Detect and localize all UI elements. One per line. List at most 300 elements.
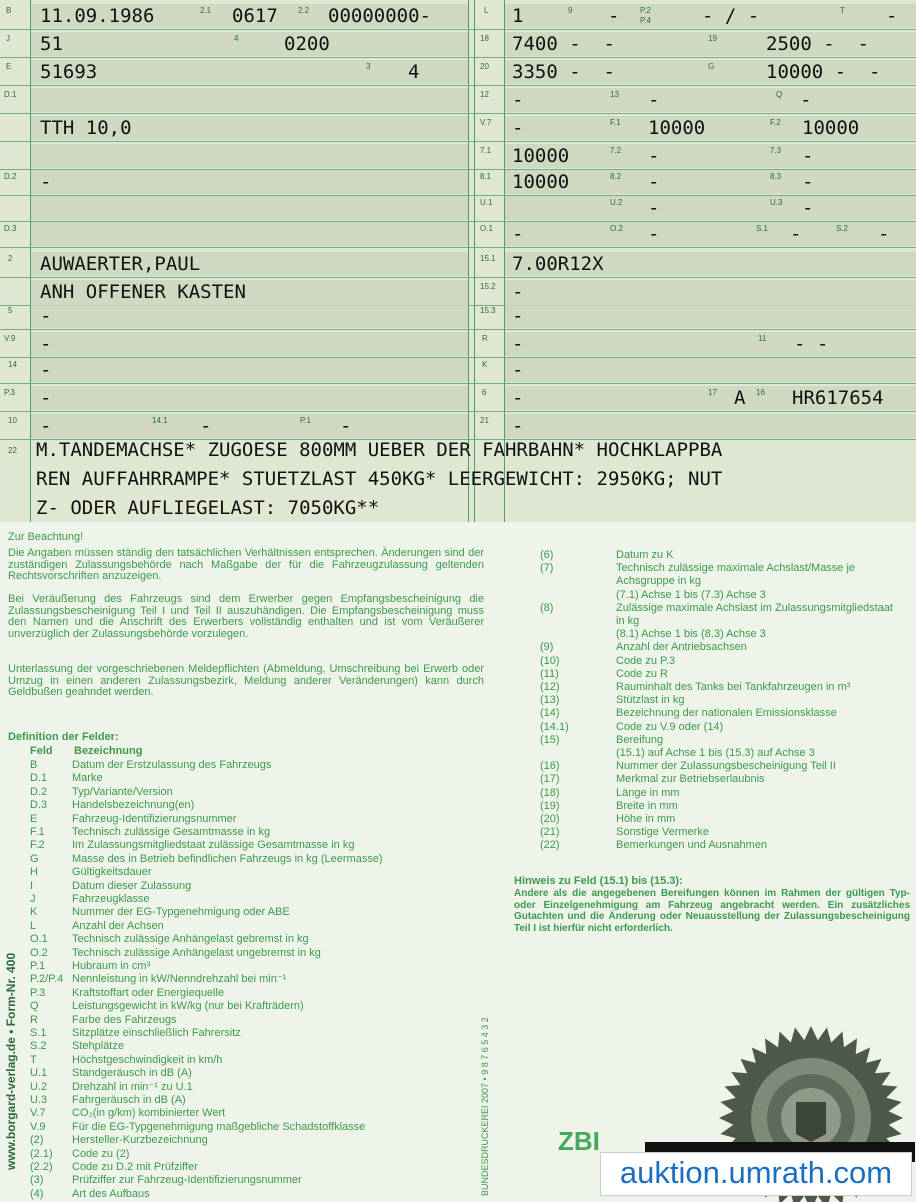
field-definition bbox=[30, 1001, 304, 1012]
field-code: P.3 bbox=[4, 388, 15, 397]
field-code: 15.2 bbox=[480, 282, 496, 291]
field-key: (14.1) bbox=[540, 720, 569, 733]
field-band bbox=[505, 304, 916, 328]
field-band bbox=[505, 358, 916, 382]
field-description: Bemerkungen und Ausnahmen bbox=[616, 839, 768, 852]
field-key: J bbox=[30, 893, 36, 905]
field-definition bbox=[540, 722, 723, 733]
field-definition bbox=[30, 1041, 124, 1052]
field-description: Farbe des Fahrzeugs bbox=[72, 1013, 177, 1026]
field-code: 6 bbox=[482, 388, 487, 397]
field-key: (2.1) bbox=[30, 1147, 53, 1160]
field-key: Q bbox=[30, 1000, 39, 1013]
field-code: 20 bbox=[480, 62, 489, 71]
field-description: Prüfziffer zur Fahrzeug-Identifizierungsnummer bbox=[72, 1174, 302, 1187]
field-code: D.1 bbox=[4, 90, 17, 99]
field-row bbox=[0, 332, 916, 356]
field-code: 8.1 bbox=[480, 172, 492, 181]
field-description: Bezeichnung der nationalen Emissionsklasse bbox=[616, 707, 837, 720]
field-key: P.1 bbox=[30, 960, 46, 972]
field-description: Handelsbezeichnung(en) bbox=[72, 799, 195, 812]
field-band bbox=[31, 88, 468, 112]
field-value: 00000000- bbox=[328, 5, 431, 27]
field-definition bbox=[540, 814, 675, 825]
field-row bbox=[0, 414, 916, 438]
field-description: Im Zulassungsmitgliedstaat zulässige Gesamtmasse in kg bbox=[72, 839, 355, 852]
legend-paragraph-2: Bei Veräußerung des Fahrzeugs sind dem Erwerber gegen Empfangsbescheinigung die Zulassungsbescheinigung Teil I und Teil II auszuhändigen. Die Empfangsbescheinigung muss den Namen und die Anschrift des Erwerbers vollständig enthalten und ist vom Veräußerer unverzüglich der Zulassungsbehörde vorzulegen. bbox=[8, 593, 484, 640]
field-description: Masse des in Betrieb befindlichen Fahrzeugs in kg (Leermasse) bbox=[72, 852, 383, 865]
field-definition bbox=[30, 854, 383, 865]
field-code: 2.2 bbox=[298, 6, 310, 15]
field-key: (14) bbox=[540, 707, 560, 720]
field-key: (10) bbox=[540, 654, 560, 667]
field-value: - bbox=[648, 89, 660, 111]
field-code: D.3 bbox=[4, 224, 17, 233]
field-value: - bbox=[648, 223, 660, 245]
field-code: 17 bbox=[708, 388, 717, 397]
field-key: S.1 bbox=[30, 1027, 47, 1039]
field-value: - bbox=[512, 223, 524, 245]
field-description: Zulässige maximale Achslast im Zulassungsmitgliedstaat bbox=[616, 601, 893, 614]
field-code: U.3 bbox=[770, 198, 783, 207]
field-definition bbox=[30, 1028, 241, 1039]
field-code: 8.3 bbox=[770, 172, 782, 181]
field-row bbox=[0, 144, 916, 168]
field-definition bbox=[30, 907, 290, 918]
row-divider bbox=[0, 85, 916, 86]
field-row bbox=[0, 358, 916, 382]
field-definition bbox=[540, 761, 836, 772]
publisher-vertical-text: www.borgard-verlag.de • Form-Nr. 400 bbox=[4, 952, 18, 1170]
field-value: - bbox=[886, 5, 898, 27]
field-value: - bbox=[648, 197, 660, 219]
field-key: U.3 bbox=[30, 1094, 48, 1106]
field-value: - bbox=[512, 387, 524, 409]
field-definition bbox=[30, 760, 271, 771]
field-code: F.1 bbox=[610, 118, 621, 127]
field-key: D.1 bbox=[30, 772, 48, 785]
field-definition bbox=[30, 921, 164, 932]
field-value: 0200 bbox=[284, 33, 330, 55]
field-definition bbox=[30, 894, 150, 905]
row-divider bbox=[0, 113, 916, 114]
field-key: O.2 bbox=[30, 946, 48, 959]
field-value: - bbox=[512, 415, 524, 437]
field-description: Nummer der Zulassungsbescheinigung Teil II bbox=[616, 760, 836, 773]
field-description: Drehzahl in min⁻¹ zu U.1 bbox=[72, 1080, 193, 1093]
field-definition bbox=[30, 1055, 222, 1066]
field-band bbox=[505, 332, 916, 356]
field-definition bbox=[30, 934, 309, 945]
field-key: (8) bbox=[540, 601, 554, 614]
field-code: 7.3 bbox=[770, 146, 782, 155]
definition-title: Definition der Felder: bbox=[8, 731, 119, 743]
field-description: Typ/Variante/Version bbox=[72, 785, 173, 798]
field-code: 3 bbox=[366, 62, 371, 71]
field-description: Art des Aufbaus bbox=[72, 1187, 150, 1200]
field-definition bbox=[540, 656, 675, 667]
field-definition bbox=[30, 1015, 177, 1026]
field-band bbox=[31, 32, 468, 56]
field-code: 19 bbox=[708, 34, 717, 43]
zbi-mark: ZBI bbox=[558, 1126, 600, 1156]
field-value: - bbox=[878, 223, 890, 245]
field-description: Stützlast in kg bbox=[616, 694, 685, 707]
field-key: D.2 bbox=[30, 785, 48, 798]
field-description: Code zu P.3 bbox=[616, 654, 676, 667]
field-row bbox=[0, 170, 916, 194]
field-key: (16) bbox=[540, 760, 560, 773]
field-value: 7.00R12X bbox=[512, 253, 604, 275]
field-key: G bbox=[30, 852, 39, 865]
field-description: (8.1) Achse 1 bis (8.3) Achse 3 bbox=[616, 628, 766, 641]
field-description: Datum dieser Zulassung bbox=[72, 879, 192, 892]
field-key: E bbox=[30, 812, 38, 825]
field-row bbox=[0, 304, 916, 328]
field-definition bbox=[30, 1175, 302, 1186]
field-definition bbox=[540, 616, 639, 627]
field-key: (15) bbox=[540, 733, 560, 746]
field-key: H bbox=[30, 866, 38, 879]
field-band bbox=[31, 170, 468, 194]
row-divider bbox=[0, 29, 916, 30]
field-band bbox=[31, 414, 468, 438]
field-value: 10000 bbox=[648, 117, 706, 139]
field-key: (3) bbox=[30, 1174, 44, 1187]
field-description: Höhe in mm bbox=[616, 813, 676, 825]
field-definition bbox=[30, 840, 354, 851]
field-code: S.1 bbox=[756, 224, 769, 233]
field-description: Code zu R bbox=[616, 667, 668, 680]
field-value: 11.09.1986 bbox=[40, 5, 155, 27]
field-value: - bbox=[802, 197, 814, 219]
field-value: - bbox=[802, 171, 814, 193]
column-feld: Feld bbox=[30, 745, 53, 757]
field-description: Breite in mm bbox=[616, 799, 678, 812]
field-key: (6) bbox=[540, 549, 554, 561]
field-definition bbox=[540, 801, 678, 812]
field-value: - bbox=[40, 305, 52, 327]
field-code: 8.2 bbox=[610, 172, 622, 181]
field-code: 10 bbox=[8, 416, 17, 425]
field-definition bbox=[30, 773, 103, 784]
field-definition bbox=[30, 1082, 193, 1093]
field-value: 7400 - - bbox=[512, 33, 615, 55]
field-description: Nummer der EG-Typgenehmigung oder ABE bbox=[72, 906, 290, 919]
field-code: 18 bbox=[480, 34, 489, 43]
field-row bbox=[0, 252, 916, 276]
field-description: Datum der Erstzulassung des Fahrzeugs bbox=[72, 759, 272, 771]
field-value: ANH OFFENER KASTEN bbox=[40, 281, 246, 303]
field-key: (18) bbox=[540, 786, 560, 799]
field-value: - bbox=[790, 223, 802, 245]
field-code: L bbox=[484, 6, 489, 15]
field-definition bbox=[30, 1135, 208, 1146]
field-row bbox=[0, 386, 916, 410]
field-value: - bbox=[608, 5, 620, 27]
field-band bbox=[505, 280, 916, 304]
field-code: J bbox=[6, 34, 10, 43]
field-value: 51693 bbox=[40, 61, 98, 83]
field-description: Fahrzeugklasse bbox=[72, 893, 150, 905]
field-code: T bbox=[840, 6, 845, 15]
field-description: Höchstgeschwindigkeit in km/h bbox=[72, 1053, 223, 1066]
field-value: - bbox=[512, 281, 524, 303]
field-band bbox=[505, 88, 916, 112]
field-definition bbox=[30, 814, 236, 825]
field-description: Hersteller-Kurzbezeichnung bbox=[72, 1134, 208, 1147]
field-value: AUWAERTER,PAUL bbox=[40, 253, 201, 275]
field-definition bbox=[30, 1122, 365, 1133]
field-value: - / - bbox=[702, 5, 760, 27]
field-description: Hubraum in cm³ bbox=[72, 960, 151, 972]
field-row bbox=[0, 4, 916, 28]
field-description: Code zu D.2 mit Prüfziffer bbox=[72, 1161, 198, 1173]
field-row bbox=[0, 196, 916, 220]
field-definition bbox=[540, 563, 855, 574]
field-code: S.2 bbox=[836, 224, 849, 233]
field-value: - bbox=[340, 415, 352, 437]
field-key: P.3 bbox=[30, 986, 46, 999]
field-key: (20) bbox=[540, 813, 560, 825]
field-code: 4 bbox=[234, 34, 239, 43]
field-value: - bbox=[512, 89, 524, 111]
field-key: (12) bbox=[540, 681, 560, 693]
field-code: 16 bbox=[756, 388, 765, 397]
field-value: - bbox=[800, 89, 812, 111]
field-code: 9 bbox=[568, 6, 573, 15]
row-divider bbox=[0, 141, 916, 142]
field-key: I bbox=[30, 879, 34, 892]
field-description: Gültigkeitsdauer bbox=[72, 866, 152, 879]
field-code: 12 bbox=[480, 90, 489, 99]
field-definition bbox=[30, 827, 270, 838]
field-value: - bbox=[512, 359, 524, 381]
field-code: 5 bbox=[8, 306, 13, 315]
legend-paragraph-1: Die Angaben müssen ständig den tatsächlichen Verhältnissen entsprechen. Änderungen sind der zuständigen Zulassungsbehörde nach Maßgabe der für die Fahrzeugzulassung geltenden Rechtsvorschriften anzuzeigen. bbox=[8, 547, 484, 582]
row-divider bbox=[0, 57, 916, 58]
field-description: Sonstige Vermerke bbox=[616, 826, 709, 839]
field-description: Technisch zulässige maximale Achslast/Masse je bbox=[616, 562, 856, 575]
field-description: Technisch zulässige Gesamtmasse in kg bbox=[72, 826, 271, 838]
field-description: CO₂(in g/km) kombinierter Wert bbox=[72, 1107, 226, 1120]
field-description: Merkmal zur Betriebserlaubnis bbox=[616, 773, 765, 786]
field-row bbox=[0, 280, 916, 304]
field-value: - bbox=[40, 415, 52, 437]
field-definition bbox=[30, 961, 150, 972]
field-definition bbox=[540, 642, 747, 653]
field-value: 2500 - - bbox=[766, 33, 869, 55]
field-key: D.3 bbox=[30, 799, 48, 812]
field-description: Stehplätze bbox=[72, 1040, 124, 1053]
field-description: Fahrgeräusch in dB (A) bbox=[72, 1094, 186, 1106]
field-code: Q bbox=[776, 90, 783, 99]
field-row bbox=[0, 88, 916, 112]
field-definition bbox=[30, 988, 224, 999]
field-key: V.9 bbox=[30, 1120, 46, 1133]
field-value: 1 bbox=[512, 5, 524, 27]
field-code: 21 bbox=[480, 416, 489, 425]
field-value: - - bbox=[794, 333, 829, 355]
field-definition bbox=[540, 748, 815, 759]
field-description: Nennleistung in kW/Nenndrehzahl bei min⁻¹ bbox=[72, 973, 287, 986]
legend-page bbox=[0, 522, 916, 1200]
field-definition bbox=[30, 948, 321, 959]
field-value: - bbox=[802, 145, 814, 167]
field-code: U.2 bbox=[610, 198, 623, 207]
column-bezeichnung: Bezeichnung bbox=[74, 745, 143, 757]
field-key: O.1 bbox=[30, 933, 48, 946]
field-row bbox=[0, 116, 916, 140]
field-definition bbox=[540, 695, 684, 706]
remarks-text: M.TANDEMACHSE* ZUGOESE 800MM UEBER DER FAHRBAHN* HOCHKLAPPBA REN AUFFAHRRAMPE* STUETZLAST 450KG* LEERGEWICHT: 2950KG; NUT Z- ODER AUFLIEGELAST: 7050KG** bbox=[36, 439, 723, 519]
field-row bbox=[0, 32, 916, 56]
hint-title: Hinweis zu Feld (15.1) bis (15.3): bbox=[514, 875, 683, 887]
field-band bbox=[31, 304, 468, 328]
field-code: 2.1 bbox=[200, 6, 212, 15]
field-key: (22) bbox=[540, 839, 560, 852]
field-key: (17) bbox=[540, 773, 560, 786]
field-band bbox=[31, 332, 468, 356]
field-definition bbox=[540, 590, 766, 601]
field-key: V.7 bbox=[30, 1107, 46, 1120]
field-description: Bereifung bbox=[616, 733, 664, 746]
field-key: (7) bbox=[540, 562, 554, 575]
watermark-website: auktion.umrath.com bbox=[600, 1152, 912, 1196]
field-definition bbox=[540, 708, 837, 719]
field-code: U.1 bbox=[480, 198, 493, 207]
field-definition bbox=[540, 603, 893, 614]
field-band bbox=[31, 222, 468, 246]
field-definition bbox=[30, 1068, 192, 1079]
field-row bbox=[0, 60, 916, 84]
field-code: 7.1 bbox=[480, 146, 492, 155]
remarks-code: 22 bbox=[8, 446, 17, 455]
field-description: Fahrzeug-Identifizierungsnummer bbox=[72, 812, 237, 825]
field-key: U.1 bbox=[30, 1067, 48, 1080]
field-description: Technisch zulässige Anhängelast ungebremst in kg bbox=[72, 946, 321, 959]
field-description: in kg bbox=[616, 615, 640, 627]
field-code: R bbox=[482, 334, 488, 343]
field-code: 7.2 bbox=[610, 146, 622, 155]
field-definition bbox=[540, 550, 673, 561]
field-key: R bbox=[30, 1013, 38, 1026]
field-definition bbox=[30, 881, 191, 892]
field-description: Anzahl der Achsen bbox=[72, 919, 164, 932]
field-value: - bbox=[648, 171, 660, 193]
field-value: - bbox=[40, 171, 52, 193]
hint-text: Andere als die angegebenen Bereifungen können im Rahmen der gültigen Typ- oder Einzelgenehmigung am Fahrzeug angebracht werden. Ein zusätzliches Gutachten und die Änderung oder Neuausstellung der Zulassungsbescheinigung Teil I ist hierfür nicht erforderlich. bbox=[514, 888, 910, 934]
field-code: P.2 P.4 bbox=[640, 6, 651, 25]
field-band bbox=[31, 386, 468, 410]
field-description: (15.1) auf Achse 1 bis (15.3) auf Achse 3 bbox=[616, 747, 815, 759]
field-description: Code zu (2) bbox=[72, 1147, 130, 1160]
field-definition bbox=[30, 1162, 198, 1173]
field-definition bbox=[540, 682, 850, 693]
field-value: 3350 - - bbox=[512, 61, 615, 83]
field-description: Rauminhalt des Tanks bei Tankfahrzeugen in m³ bbox=[616, 681, 851, 693]
field-band bbox=[505, 414, 916, 438]
field-key: U.2 bbox=[30, 1080, 48, 1093]
field-value: - bbox=[40, 333, 52, 355]
field-code: B bbox=[6, 6, 12, 15]
field-value: 51 bbox=[40, 33, 63, 55]
field-value: TTH 10,0 bbox=[40, 117, 132, 139]
field-definition bbox=[540, 788, 680, 799]
field-band bbox=[31, 144, 468, 168]
field-description: (7.1) Achse 1 bis (7.3) Achse 3 bbox=[616, 588, 766, 601]
field-key: (13) bbox=[540, 694, 560, 707]
field-definition bbox=[540, 576, 701, 587]
field-value: 4 bbox=[408, 61, 420, 83]
row-divider bbox=[0, 383, 916, 384]
field-definition bbox=[30, 1095, 186, 1106]
field-definition bbox=[30, 1149, 129, 1160]
field-value: 10000 bbox=[512, 171, 570, 193]
field-band bbox=[505, 222, 916, 246]
field-value: - bbox=[512, 305, 524, 327]
field-code: D.2 bbox=[4, 172, 17, 181]
field-description: Achsgruppe in kg bbox=[616, 575, 701, 588]
field-code: E bbox=[6, 62, 12, 71]
row-divider bbox=[0, 411, 916, 412]
field-value: - bbox=[512, 333, 524, 355]
field-description: Länge in mm bbox=[616, 786, 680, 799]
field-definition bbox=[540, 840, 767, 851]
field-code: 13 bbox=[610, 90, 619, 99]
legend-paragraph-3: Unterlassung der vorgeschriebenen Meldepflichten (Abmeldung, Umschreibung bei Erwerb oder Umzug in einen anderen Zulassungsbezirk, Meldung anderer Veränderungen) kann durch Geldbußen geahndet werden. bbox=[8, 663, 484, 698]
field-key: B bbox=[30, 759, 38, 771]
field-value: - bbox=[648, 145, 660, 167]
field-description: Kraftstoffart oder Energiequelle bbox=[72, 986, 225, 999]
field-value: 10000 - - bbox=[766, 61, 881, 83]
field-description: Für die EG-Typgenehmigung maßgebliche Schadstoffklasse bbox=[72, 1120, 366, 1133]
field-description: Leistungsgewicht in kW/kg (nur bei Krafträdern) bbox=[72, 1000, 304, 1013]
field-value: 0617 bbox=[232, 5, 278, 27]
field-description: Datum zu K bbox=[616, 549, 674, 561]
field-key: L bbox=[30, 919, 37, 932]
field-description: Marke bbox=[72, 772, 103, 785]
field-definition bbox=[30, 1189, 150, 1200]
field-key: (11) bbox=[540, 667, 559, 680]
field-description: Code zu V.9 oder (14) bbox=[616, 720, 724, 733]
field-code: 15.1 bbox=[480, 254, 496, 263]
field-definition bbox=[30, 800, 194, 811]
printer-vertical-text: BUNDESDRUCKEREI 2007 • 9 8 7 6 5 4 3 2 bbox=[480, 1017, 490, 1196]
row-divider bbox=[0, 277, 916, 278]
registration-card-front bbox=[0, 0, 916, 522]
field-row bbox=[0, 222, 916, 246]
field-value: - bbox=[512, 117, 524, 139]
row-divider bbox=[0, 247, 916, 248]
field-definition bbox=[30, 787, 173, 798]
field-code: 15.3 bbox=[480, 306, 496, 315]
field-description: Technisch zulässige Anhängelast gebremst in kg bbox=[72, 933, 309, 946]
field-band bbox=[31, 196, 468, 220]
field-key: (21) bbox=[540, 826, 560, 839]
field-code: 14 bbox=[8, 360, 17, 369]
field-key: (19) bbox=[540, 799, 560, 812]
field-definition bbox=[540, 827, 709, 838]
field-value: 10000 bbox=[802, 117, 860, 139]
field-description: Anzahl der Antriebsachsen bbox=[616, 641, 747, 654]
field-key: (9) bbox=[540, 641, 554, 654]
field-key: T bbox=[30, 1053, 37, 1066]
field-code: O.1 bbox=[480, 224, 493, 233]
field-band bbox=[505, 196, 916, 220]
field-code: V.9 bbox=[4, 334, 16, 343]
field-description: Standgeräusch in dB (A) bbox=[72, 1067, 192, 1080]
